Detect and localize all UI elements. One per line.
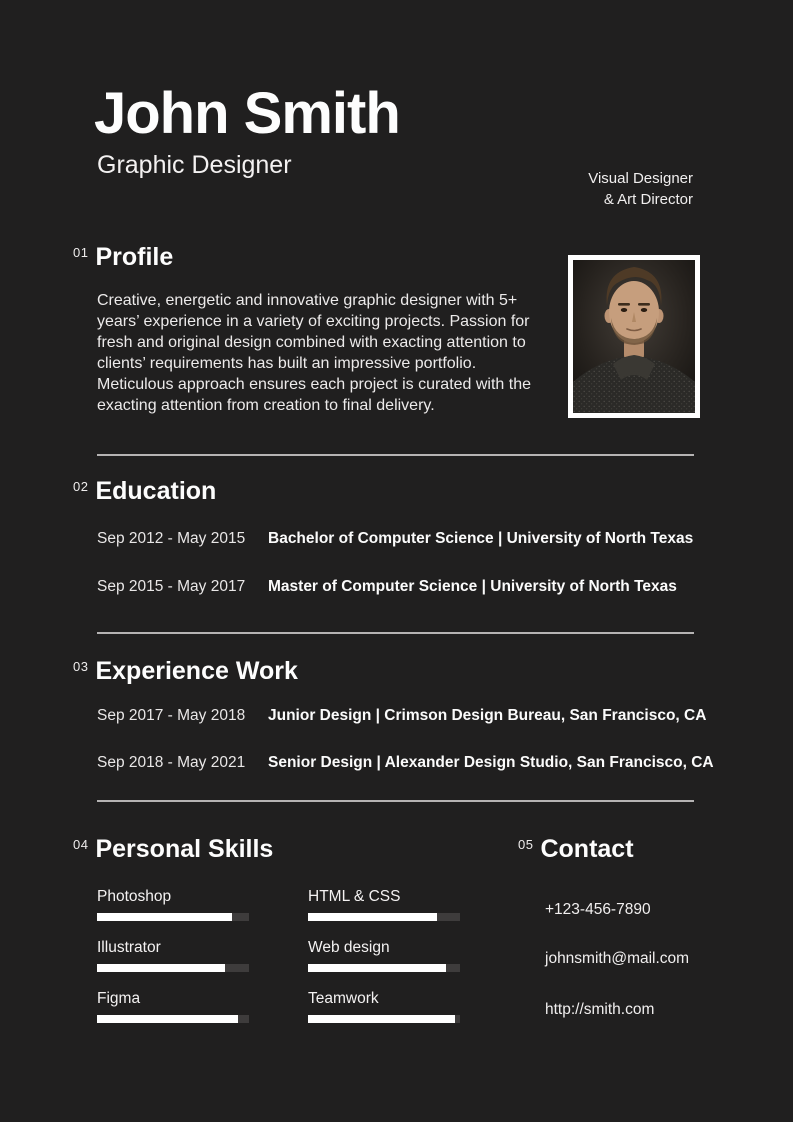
person-name: John Smith [94,81,400,146]
skill-item [97,990,249,1023]
tagline-line-1: Visual Designer [588,170,693,187]
skill-bar-fill [308,913,437,921]
skill-bar-track [97,964,249,972]
tagline [588,168,693,210]
profile-summary-text: Creative, energetic and innovative graphic designer with 5+ years’ experience in a variety of exciting projects. Passion for fresh and original design combined with exacting attention to clients’ requirements has built an impressive portfolio. Meticulous approach ensures each project is curated with the exacting attention from creation to final delivery. [97,292,532,414]
profile-photo [568,255,700,418]
profile-section-title: Profile [95,243,174,271]
experience-section-heading [73,658,298,686]
section-divider [97,454,694,456]
skill-label: Teamwork [308,990,379,1007]
contact-section-title: Contact [540,835,634,863]
skill-bar-track [308,964,460,972]
skill-bar-fill [308,1015,455,1023]
experience-section-number: 03 [73,659,89,674]
job-title: Graphic Designer [97,151,292,179]
section-divider [97,800,694,802]
education-row [97,530,693,548]
skill-label: Figma [97,990,141,1007]
skills-section-number: 04 [73,837,89,852]
education-section-title: Education [95,477,217,505]
education-section-number: 02 [73,479,89,494]
skill-bar-fill [97,913,232,921]
contact-section-heading [518,836,634,864]
skill-item [308,888,460,921]
skill-label: Web design [308,939,390,956]
portrait-illustration [573,260,695,413]
skill-item [308,990,460,1023]
experience-detail: Junior Design | Crimson Design Bureau, San Francisco, CA [268,707,707,724]
experience-detail: Senior Design | Alexander Design Studio, San Francisco, CA [268,754,714,771]
contact-section-number: 05 [518,837,534,852]
education-period: Sep 2015 - May 2017 [97,578,246,595]
profile-section-heading [73,244,173,272]
skill-item [97,888,249,921]
experience-section-title: Experience Work [95,657,298,685]
education-period: Sep 2012 - May 2015 [97,530,246,547]
experience-period: Sep 2018 - May 2021 [97,754,246,771]
education-detail: Master of Computer Science | University of North Texas [268,578,677,595]
skill-bar-fill [97,1015,238,1023]
skill-bar-fill [97,964,225,972]
skill-label: Illustrator [97,939,161,956]
skills-section-heading [73,836,273,864]
contact-email: johnsmith@mail.com [545,950,690,967]
contact-website: http://smith.com [545,1001,655,1018]
contact-phone: +123-456-7890 [545,901,651,918]
education-detail: Bachelor of Computer Science | University of North Texas [268,530,694,547]
skill-bar-track [97,913,249,921]
experience-row [97,707,706,725]
section-divider [97,632,694,634]
experience-row [97,754,714,772]
skill-bar-fill [308,964,446,972]
skill-bar-track [97,1015,249,1023]
skill-bar-track [308,913,460,921]
skill-label: Photoshop [97,888,172,905]
education-row [97,578,677,596]
profile-section-number: 01 [73,245,89,260]
education-section-heading [73,478,216,506]
skills-section-title: Personal Skills [95,835,274,863]
tagline-line-2: & Art Director [603,191,693,208]
skill-label: HTML & CSS [308,888,401,905]
skill-bar-track [308,1015,460,1023]
experience-period: Sep 2017 - May 2018 [97,707,246,724]
skill-item [97,939,249,972]
skill-item [308,939,460,972]
